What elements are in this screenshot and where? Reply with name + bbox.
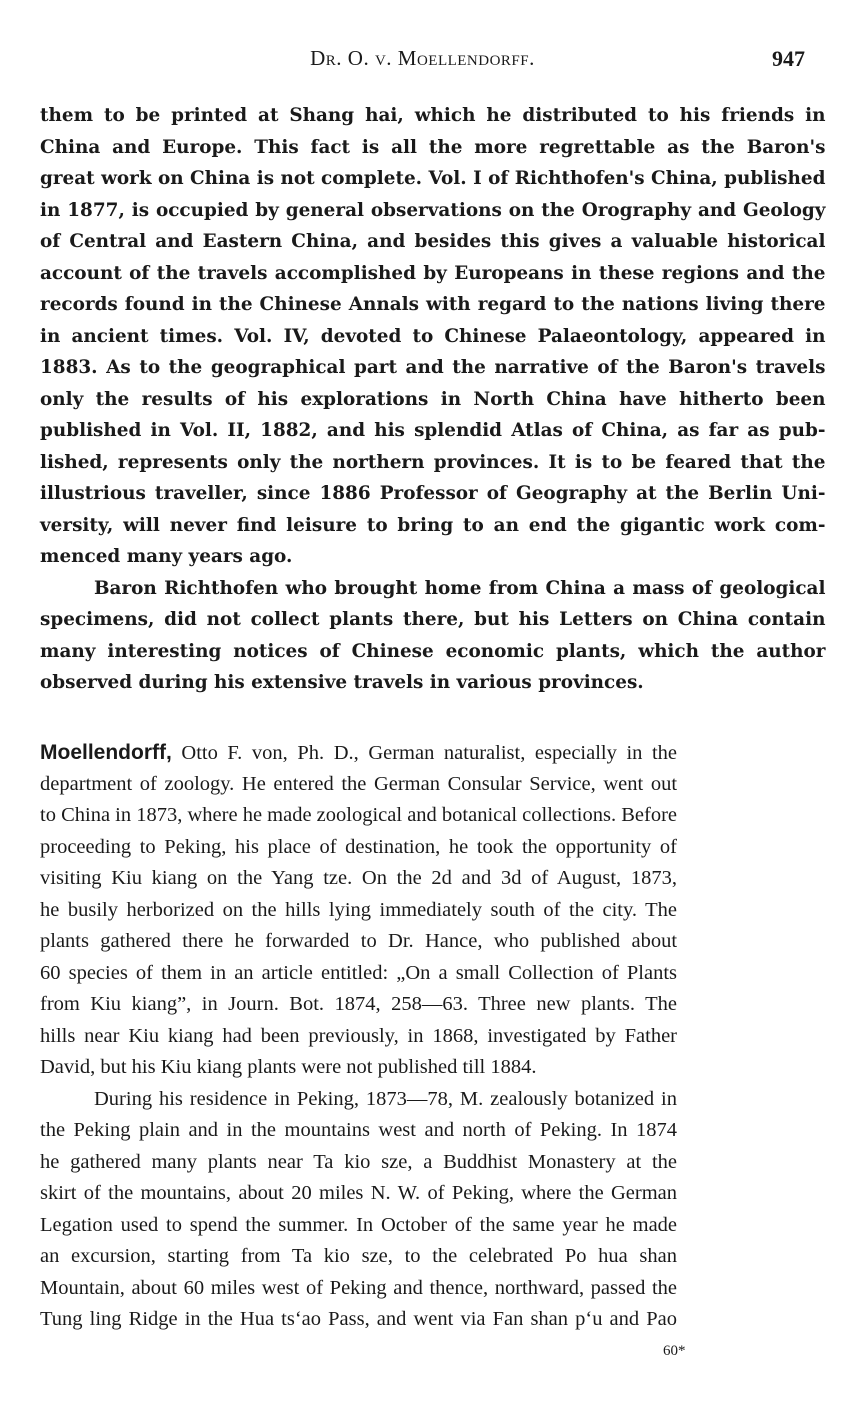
text-line: many interesting notices of Chinese economic plants, which the author (40, 640, 826, 662)
text-line: skirt of the mountains, about 20 miles N. W. of Peking, where the German (40, 1182, 678, 1204)
entry-name: Moellendorff, (40, 741, 172, 764)
richthofen-section (40, 100, 825, 699)
text-line: During his residence in Peking, 1873—78, M. zealously botanized in (94, 1087, 678, 1110)
text-line: menced many years ago. (40, 546, 293, 567)
text-line: records found in the Chinese Annals with regard to the nations living there (40, 294, 826, 315)
text-line: observed during his extensive travels in various provinces. (40, 672, 644, 693)
text-line: lished, represents only the northern provinces. It is to be feared that the (40, 451, 826, 473)
text-line: account of the travels accomplished by Europeans in these regions and the (40, 262, 826, 284)
text-line: China and Europe. This fact is all the more regrettable as the Baron's (40, 136, 826, 158)
signature-mark: 60* (663, 1343, 686, 1359)
text-line: versity, will never find leisure to bring to an end the gigantic work com- (40, 514, 826, 536)
text-line: from Kiu kiang”, in Journ. Bot. 1874, 258—63. Three new plants. The (40, 993, 678, 1015)
page-number: 947 (772, 46, 805, 71)
text-line: an excursion, starting from Ta kio sze, to the celebrated Po hua shan (40, 1245, 678, 1267)
text-line: in 1877, is occupied by general observations on the Orography and Geology (40, 199, 826, 221)
moellendorff-entry (40, 737, 677, 1336)
text-line: illustrious traveller, since 1886 Professor of Geography at the Berlin Uni- (40, 483, 826, 504)
text-line: hills near Kiu kiang had been previously, in 1868, investigated by Father (40, 1024, 678, 1047)
text-line: only the results of his explorations in North China have hitherto been (40, 388, 826, 410)
text-line: great work on China is not complete. Vol. I of Richthofen's China, published (40, 168, 826, 189)
entry-first-line-text: Otto F. von, Ph. D., German naturalist, especially in the (171, 742, 678, 764)
running-head (40, 46, 805, 76)
text-line: to China in 1873, where he made zoological and botanical collections. Before (40, 804, 678, 826)
text-line: department of zoology. He entered the German Consular Service, went out (40, 772, 678, 795)
text-line: 1883. As to the geographical part and the narrative of the Baron's travels (40, 357, 826, 378)
text-line: in ancient times. Vol. IV, devoted to Chinese Palaeontology, appeared in (40, 325, 826, 347)
text-line: he busily herborized on the hills lying immediately south of the city. The (40, 898, 678, 921)
text-line: 60 species of them in an article entitled: „On a small Collection of Plants (40, 961, 678, 984)
entry-first-line (40, 737, 677, 769)
text-line: proceeding to Peking, his place of destination, he took the opportunity of (40, 835, 678, 858)
text-line: them to be printed at Shang hai, which he distributed to his friends in (40, 105, 826, 126)
text-line: plants gathered there he forwarded to Dr. Hance, who published about (40, 930, 678, 952)
text-line: Legation used to spend the summer. In October of the same year he made (40, 1213, 678, 1236)
text-line: specimens, did not collect plants there, but his Letters on China contain (40, 609, 826, 630)
text-line: David, but his Kiu kiang plants were not published till 1884. (40, 1056, 537, 1078)
text-line: he gathered many plants near Ta kio sze, a Buddhist Monastery at the (40, 1150, 678, 1173)
text-line: Mountain, about 60 miles west of Peking and thence, northward, passed the (40, 1276, 678, 1299)
text-line: Tung ling Ridge in the Hua ts‘ao Pass, and went via Fan shan p‘u and Pao (40, 1308, 678, 1330)
text-line: of Central and Eastern China, and besides this gives a valuable historical (40, 231, 826, 252)
text-line: visiting Kiu kiang on the Yang tze. On the 2d and 3d of August, 1873, (40, 867, 678, 889)
text-line: the Peking plain and in the mountains west and north of Peking. In 1874 (40, 1119, 678, 1141)
running-title: Dr. O. v. Moellendorff. (310, 46, 535, 70)
text-line: Baron Richthofen who brought home from China a mass of geological (94, 577, 826, 599)
text-line: published in Vol. II, 1882, and his splendid Atlas of China, as far as pub- (40, 420, 826, 441)
